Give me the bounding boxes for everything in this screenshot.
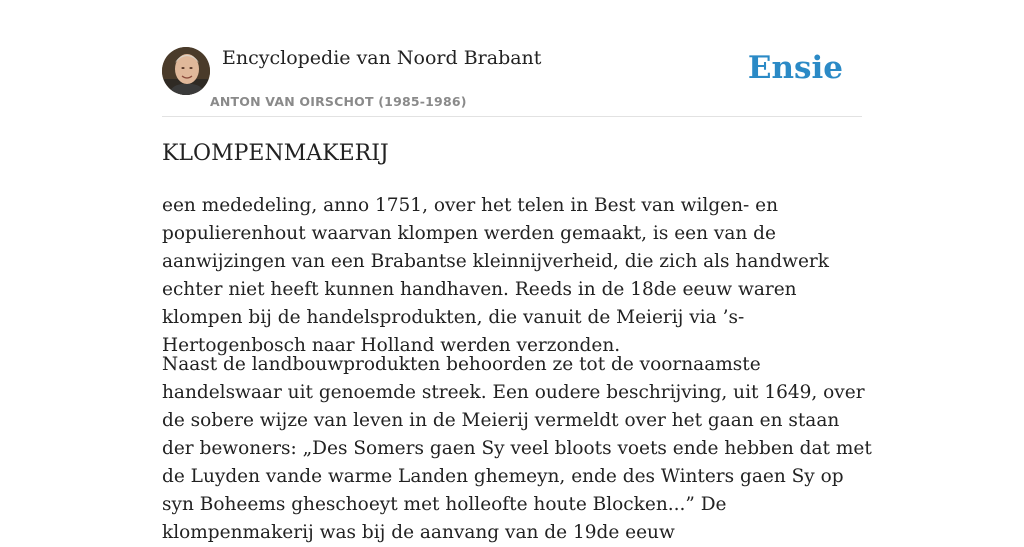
article-paragraph: een mededeling, anno 1751, over het telen in Best van wilgen- en populierenhout waarvan klompen werden gemaakt, is een van de aanwijzingen van een Brabantse kleinnijverheid, die zich als handwerk echter niet heeft kunnen handhaven. Reeds in de 18de eeuw waren klompen bij de handelsprodukten, die vanuit de Meierij via ’s-Hertogenbosch naar Holland werden verzonden. xyxy=(162,195,829,356)
header xyxy=(162,0,862,117)
page xyxy=(162,0,872,543)
author-portrait-icon xyxy=(162,47,210,95)
article-paragraph: Naast de landbouwprodukten behoorden ze tot de voornaamste handelswaar uit genoemde streek. Een oudere beschrijving, uit 1649, over de sobere wijze van leven in de Meierij vermeldt over het gaan en staan der bewoners: „Des Somers gaen Sy veel bloots voets ende hebben dat met de Luyden vande warme Landen ghemeyn, ende des Winters gaen Sy op syn Boheems gheschoeyt met holleofte houte Blocken...” De klompenmakerij was bij de aanvang van de 19de eeuw xyxy=(162,354,872,543)
author-name[interactable]: ANTON VAN OIRSCHOT (1985-1986) xyxy=(210,94,467,109)
brand-logo[interactable]: Ensie xyxy=(747,50,843,86)
avatar[interactable] xyxy=(162,47,210,95)
site-title[interactable]: Encyclopedie van Noord Brabant xyxy=(222,47,542,69)
article-title: KLOMPENMAKERIJ xyxy=(162,141,389,166)
